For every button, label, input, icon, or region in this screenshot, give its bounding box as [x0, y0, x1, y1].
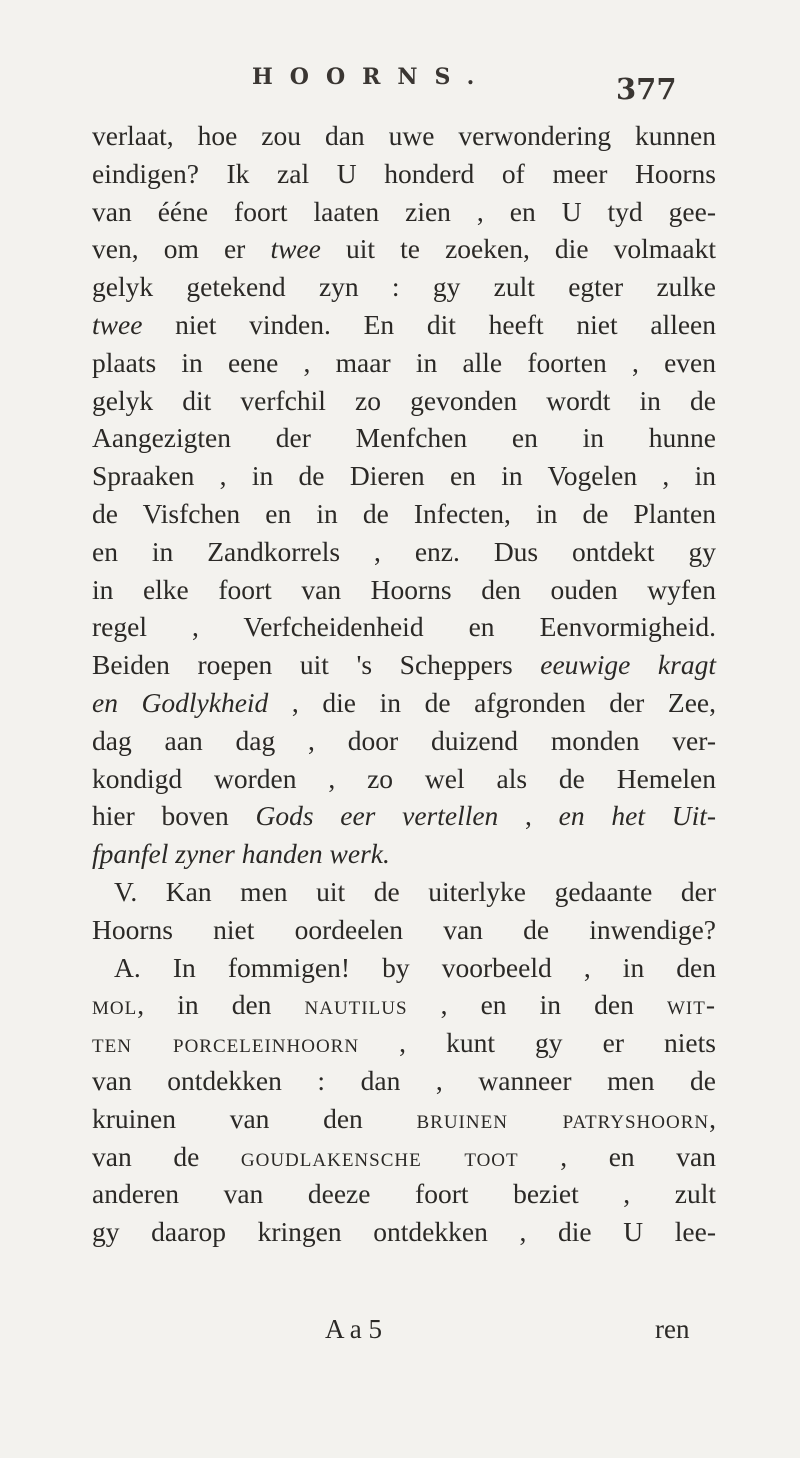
text-line: kondigd worden , zo wel als de Hemelen [92, 762, 716, 794]
page-header [0, 58, 800, 106]
text-line: gelyk dit verfchil zo gevonden wordt in de [92, 384, 716, 416]
page-number: 377 [616, 72, 677, 106]
shell-name: goudlakensche toot [240, 1140, 519, 1172]
italic-phrase: eeuwige kragt [540, 649, 716, 681]
running-head: HOORNS. [252, 64, 492, 90]
text-line: Aangezigten der Menfchen en in hunne [92, 422, 716, 454]
text-line: gelyk getekend zyn : gy zult egter zulke [92, 271, 716, 303]
text-line: ten porceleinhoorn , kunt gy er niets [92, 1027, 716, 1059]
catchword: ren [655, 1314, 690, 1344]
text-line: Spraaken , in de Dieren en in Vogelen , in [92, 460, 716, 492]
text-line: twee niet vinden. En dit heeft niet alleen [92, 308, 716, 340]
text-line: en in Zandkorrels , enz. Dus ontdekt gy [92, 535, 716, 567]
text-line: regel , Verfcheidenheid en Eenvormigheid. [92, 611, 716, 643]
body-text [92, 117, 716, 1251]
text-line [92, 835, 716, 873]
text-line: ven, om er twee uit te zoeken, die volmaakt [92, 233, 716, 265]
question-line: V. Kan men uit de uiterlyke gedaante der [114, 875, 716, 907]
shell-name: mol [92, 989, 138, 1021]
text-line: Beiden roepen uit 's Scheppers eeuwige kragt [92, 649, 716, 681]
text-line: mol, in den nautilus , en in den wit- [92, 989, 716, 1021]
shell-name: bruinen patryshoorn [416, 1102, 710, 1134]
text-line: en Godlykheid , die in de afgronden der Zee, [92, 686, 716, 718]
italic-phrase: Gods eer vertellen [255, 800, 499, 832]
shell-name: wit- [666, 989, 716, 1021]
signature-mark: A a 5 [325, 1314, 382, 1344]
shell-name: ten porceleinhoorn [92, 1027, 360, 1059]
page-footer [0, 1314, 800, 1354]
shell-name: nautilus [304, 989, 408, 1021]
text-line: Hoorns niet oordeelen van de inwendige? [92, 913, 716, 945]
italic-term: twee [92, 308, 143, 340]
text-line: de Visfchen en in de Infecten, in de Planten [92, 497, 716, 529]
text-line: kruinen van den bruinen patryshoorn, [92, 1102, 716, 1134]
text-line: van ééne foort laaten zien , en U tyd gee- [92, 195, 716, 227]
text-line: anderen van deeze foort beziet , zult [92, 1178, 716, 1210]
text-line: verlaat, hoe zou dan uwe verwondering kunnen [92, 120, 716, 151]
text-line: gy daarop kringen ontdekken , die U lee- [92, 1216, 716, 1248]
text-line: in elke foort van Hoorns den ouden wyfen [92, 573, 716, 605]
text-line: van ontdekken : dan , wanneer men de [92, 1064, 716, 1096]
text-line: dag aan dag , door duizend monden ver- [92, 724, 716, 756]
italic-phrase: fpanfel zyner handen werk. [92, 838, 390, 870]
answer-line: A. In fommigen! by voorbeeld , in den [114, 951, 716, 983]
italic-term: twee [270, 233, 321, 265]
text-line: hier boven Gods eer vertellen , en het Uit- [92, 800, 717, 832]
italic-phrase: en Godlykheid [92, 686, 269, 718]
text-line: van de goudlakensche toot , en van [92, 1140, 716, 1172]
text-line: plaats in eene , maar in alle foorten , even [92, 346, 716, 378]
italic-phrase: en het Uit- [558, 800, 717, 832]
text-line: eindigen? Ik zal U honderd of meer Hoorns [92, 157, 716, 189]
